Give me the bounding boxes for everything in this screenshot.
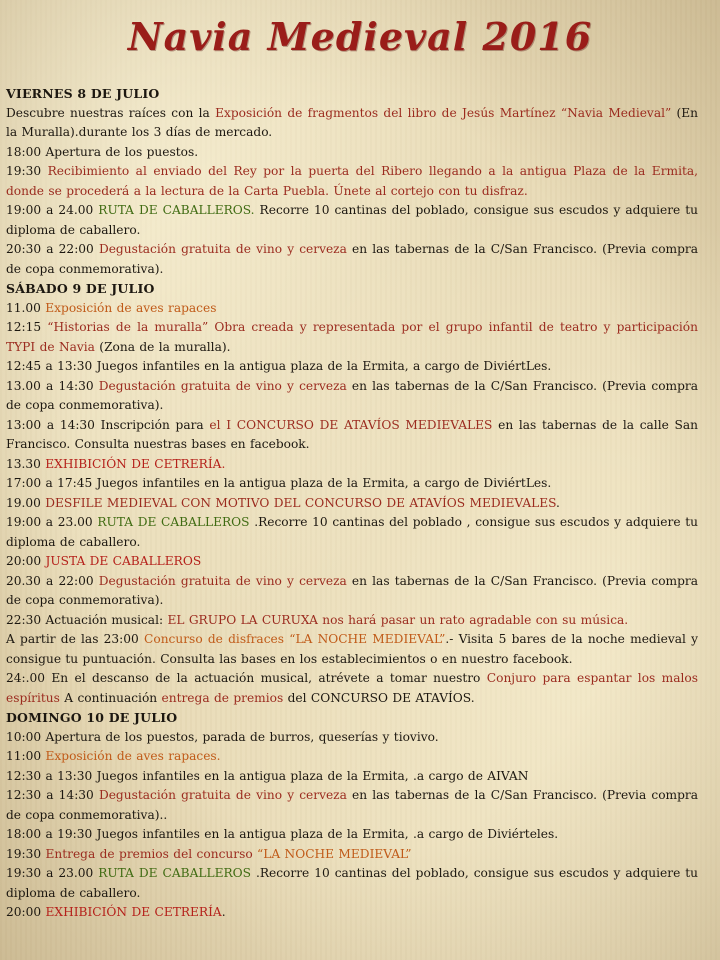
schedule-item: 19:00 a 24.00 RUTA DE CABALLEROS. Recorre 10 cantinas del poblado, consigue sus escudos y adquiere tu diploma de caballero. xyxy=(6,203,698,237)
schedule-item: 19:30 Recibimiento al enviado del Rey por la puerta del Ribero llegando a la antigua Plaza de la Ermita, donde se procederá a la lectura de la Carta Puebla. Únete al cortejo con tu disfraz. xyxy=(6,164,699,198)
program-list xyxy=(6,84,698,923)
schedule-item: 19:30 Entrega de premios del concurso “LA NOCHE MEDIEVAL” xyxy=(6,846,412,861)
schedule-item: 13.00 a 14:30 Degustación gratuita de vino y cerveza en las tabernas de la C/San Francisco. (Previa compra de copa conmemorativa). xyxy=(6,378,698,412)
schedule-item: A partir de las 23:00 Concurso de disfraces “LA NOCHE MEDIEVAL”.- Visita 5 bares de la noche medieval y consigue tu puntuación. Consulta las bases en los establecimientos o en nuestro facebook. xyxy=(6,632,698,666)
schedule-item: 19.00 DESFILE MEDIEVAL CON MOTIVO DEL CONCURSO DE ATAVÍOS MEDIEVALES. xyxy=(6,495,560,510)
schedule-item: 20:00 EXHIBICIÓN DE CETRERÍA. xyxy=(6,905,226,919)
schedule-item: 17:00 a 17:45 Juegos infantiles en la antigua plaza de la Ermita, a cargo de DiviértLes. xyxy=(6,476,552,490)
schedule-item: 20.30 a 22:00 Degustación gratuita de vino y cerveza en las tabernas de la C/San Francisco. (Previa compra de copa conmemorativa). xyxy=(6,573,698,607)
schedule-item: 18:00 Apertura de los puestos. xyxy=(6,144,199,159)
schedule-item: 12:15 “Historias de la muralla” Obra creada y representada por el grupo infantil de teatro y participación TYPI de Navia (Zona de la muralla). xyxy=(6,320,698,354)
schedule-item: 24:.00 En el descanso de la actuación musical, atrévete a tomar nuestro Conjuro para espantar los malos espíritus A continuación entrega de premios del CONCURSO DE ATAVÍOS. xyxy=(6,671,698,705)
schedule-item: 11:00 Exposición de aves rapaces. xyxy=(6,749,221,763)
schedule-item: 11.00 Exposición de aves rapaces xyxy=(6,300,217,315)
schedule-item: 20:00 JUSTA DE CABALLEROS xyxy=(6,554,202,568)
schedule-item: 20:30 a 22:00 Degustación gratuita de vino y cerveza en las tabernas de la C/San Francisco. (Previa compra de copa conmemorativa). xyxy=(6,242,698,276)
schedule-item: 12:30 a 13:30 Juegos infantiles en la antigua plaza de la Ermita, .a cargo de AIVAN xyxy=(6,768,529,783)
schedule-item: 22:30 Actuación musical: EL GRUPO LA CURUXA nos hará pasar un rato agradable con su música. xyxy=(6,612,629,627)
day-heading-sunday: DOMINGO 10 DE JULIO xyxy=(6,710,178,725)
schedule-item: 19:30 a 23.00 RUTA DE CABALLEROS .Recorre 10 cantinas del poblado, consigue sus escudos y adquiere tu diploma de caballero. xyxy=(6,866,698,900)
page-title: Navia Medieval 2016 xyxy=(127,14,593,59)
schedule-item: 19:00 a 23.00 RUTA DE CABALLEROS .Recorre 10 cantinas del poblado , consigue sus escudos y adquiere tu diploma de caballero. xyxy=(6,515,698,549)
day-heading-saturday: SÁBADO 9 DE JULIO xyxy=(6,281,155,296)
schedule-item: Descubre nuestras raíces con la Exposición de fragmentos del libro de Jesús Martínez “Navia Medieval” (En la Muralla).durante los 3 días de mercado. xyxy=(6,105,699,139)
schedule-item: 10:00 Apertura de los puestos, parada de burros, queserías y tiovivo. xyxy=(6,729,439,744)
schedule-item: 18:00 a 19:30 Juegos infantiles en la antigua plaza de la Ermita, .a cargo de Diviérteles. xyxy=(6,827,559,841)
schedule-item: 13.30 EXHIBICIÓN DE CETRERÍA. xyxy=(6,456,226,471)
schedule-item: 12:30 a 14:30 Degustación gratuita de vino y cerveza en las tabernas de la C/San Francisco. (Previa compra de copa conmemorativa).. xyxy=(6,788,698,822)
schedule-item: 13:00 a 14:30 Inscripción para el I CONCURSO DE ATAVÍOS MEDIEVALES en las tabernas de la calle San Francisco. Consulta nuestras bases en facebook. xyxy=(6,417,698,451)
day-heading-friday: VIERNES 8 DE JULIO xyxy=(6,86,160,101)
schedule-item: 12:45 a 13:30 Juegos infantiles en la antigua plaza de la Ermita, a cargo de DiviértLes. xyxy=(6,359,552,373)
